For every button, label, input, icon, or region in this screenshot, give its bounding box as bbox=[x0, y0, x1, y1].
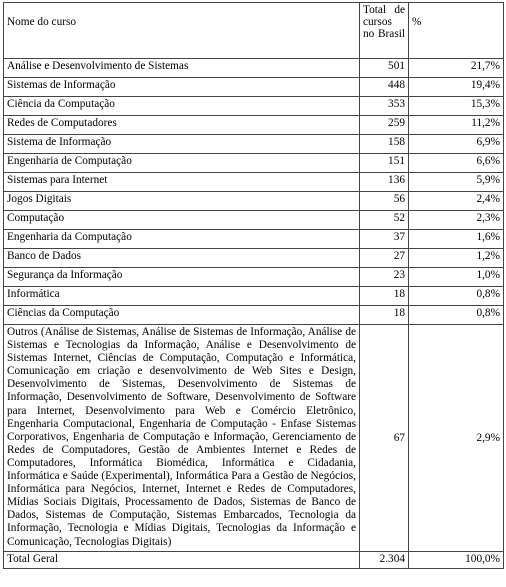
course-percent: 21,7% bbox=[409, 59, 504, 78]
course-total: 259 bbox=[360, 116, 409, 135]
outros-course-list: Outros (Análise de Sistemas, Análise de Sistemas de Informação, Análise de Sistemas e Tecnologias da Informação, Análise e Desenvolvimento de Sistemas Internet, Ciências de Computação, Computação e Informática, Comunicação em criação e desenvolvimento de Web Sites e Design, Desenvolvimento de Sistemas, Desenvolvimento de Sistemas de Informação, Desenvolvimento de Software, Desenvolvimento de Software para Internet, Desenvolvimento para Web e Comércio Eletrônico, Engenharia Computacional, Engenharia de Computação - Enfase Sistemas Corporativos, Engenharia de Computação e Informação, Gerenciamento de Redes de Computadores, Gestão de Ambientes Internet e Redes de Computadores, Informática Biomédica, Informática e Cidadania, Informática e Saúde (Experimental), Informática Para a Gestão de Negócios, Informática para Negócios, Internet, Internet e Redes de Computadores, Mídias Sociais Digitais, Processamento de Dados, Sistemas de Banco de Dados, Sistemas de Computação, Sistemas Embarcados, Tecnologia da Informação, Tecnologia e Mídias Digitais, Tecnologias da Informação e Comunicação, Tecnologias Digitais) bbox=[4, 325, 360, 552]
course-percent: 19,4% bbox=[409, 78, 504, 97]
table-row bbox=[4, 192, 504, 211]
course-total: 23 bbox=[360, 268, 409, 287]
course-total: 501 bbox=[360, 59, 409, 78]
course-name: Ciências da Computação bbox=[4, 306, 360, 325]
course-name: Engenharia de Computação bbox=[4, 154, 360, 173]
header-course-name: Nome do curso bbox=[4, 3, 360, 59]
outros-percent: 2,9% bbox=[409, 325, 504, 552]
course-total: 37 bbox=[360, 230, 409, 249]
table-row bbox=[4, 59, 504, 78]
course-percent: 5,9% bbox=[409, 173, 504, 192]
table-row bbox=[4, 268, 504, 287]
course-total: 353 bbox=[360, 97, 409, 116]
header-row bbox=[4, 3, 504, 59]
course-percent: 11,2% bbox=[409, 116, 504, 135]
course-percent: 2,3% bbox=[409, 211, 504, 230]
header-percent: % bbox=[409, 3, 504, 59]
course-percent: 0,8% bbox=[409, 306, 504, 325]
table-row bbox=[4, 249, 504, 268]
total-value: 2.304 bbox=[360, 551, 409, 568]
course-total: 158 bbox=[360, 135, 409, 154]
table-row bbox=[4, 287, 504, 306]
course-name: Banco de Dados bbox=[4, 249, 360, 268]
course-name: Sistema de Informação bbox=[4, 135, 360, 154]
course-percent: 15,3% bbox=[409, 97, 504, 116]
course-total: 52 bbox=[360, 211, 409, 230]
course-name: Sistemas para Internet bbox=[4, 173, 360, 192]
table-row bbox=[4, 135, 504, 154]
table-row bbox=[4, 211, 504, 230]
course-name: Sistemas de Informação bbox=[4, 78, 360, 97]
course-total: 448 bbox=[360, 78, 409, 97]
course-name: Engenharia da Computação bbox=[4, 230, 360, 249]
total-percent: 100,0% bbox=[409, 551, 504, 568]
header-total-courses: Total de cursos no Brasil bbox=[360, 3, 409, 59]
course-name: Informática bbox=[4, 287, 360, 306]
course-total: 136 bbox=[360, 173, 409, 192]
course-percent: 1,6% bbox=[409, 230, 504, 249]
course-total: 27 bbox=[360, 249, 409, 268]
courses-table bbox=[3, 2, 504, 569]
course-percent: 2,4% bbox=[409, 192, 504, 211]
table-body bbox=[4, 59, 504, 569]
outros-total: 67 bbox=[360, 325, 409, 552]
course-total: 18 bbox=[360, 287, 409, 306]
course-name: Análise e Desenvolvimento de Sistemas bbox=[4, 59, 360, 78]
table-row-outros bbox=[4, 325, 504, 552]
total-label: Total Geral bbox=[4, 551, 360, 568]
course-percent: 1,2% bbox=[409, 249, 504, 268]
course-percent: 6,9% bbox=[409, 135, 504, 154]
course-name: Segurança da Informação bbox=[4, 268, 360, 287]
course-name: Ciência da Computação bbox=[4, 97, 360, 116]
table-row bbox=[4, 116, 504, 135]
course-percent: 6,6% bbox=[409, 154, 504, 173]
course-total: 151 bbox=[360, 154, 409, 173]
course-total: 18 bbox=[360, 306, 409, 325]
table-row bbox=[4, 154, 504, 173]
table-row-total bbox=[4, 551, 504, 568]
course-name: Computação bbox=[4, 211, 360, 230]
table-row bbox=[4, 230, 504, 249]
course-name: Jogos Digitais bbox=[4, 192, 360, 211]
course-total: 56 bbox=[360, 192, 409, 211]
course-percent: 0,8% bbox=[409, 287, 504, 306]
table-row bbox=[4, 97, 504, 116]
table-row bbox=[4, 78, 504, 97]
course-percent: 1,0% bbox=[409, 268, 504, 287]
course-name: Redes de Computadores bbox=[4, 116, 360, 135]
table-row bbox=[4, 306, 504, 325]
table-row bbox=[4, 173, 504, 192]
